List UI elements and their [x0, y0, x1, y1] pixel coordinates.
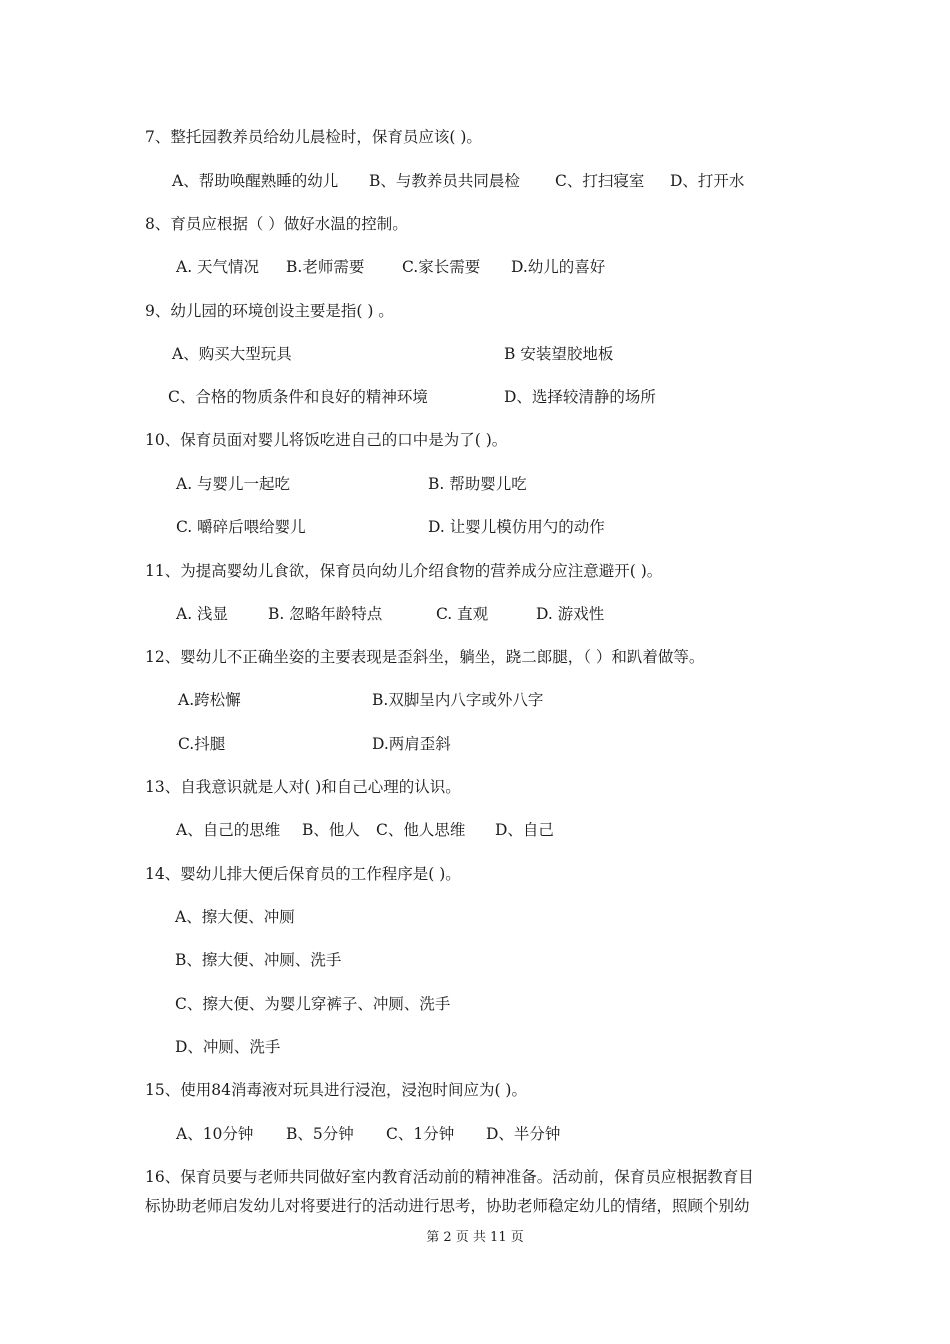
question-14-option-a: A、擦大便、冲厕 [175, 908, 295, 926]
question-13-option-a: A、自己的思维 [176, 821, 281, 839]
question-8-option-d: D.幼儿的喜好 [511, 258, 606, 276]
question-12-option-b: B.双脚呈内八字或外八字 [372, 691, 544, 709]
question-8-option-a: A. 天气情况 [176, 258, 260, 276]
question-10-option-a: A. 与婴儿一起吃 [176, 475, 291, 493]
question-16-line-2: 标协助老师启发幼儿对将要进行的活动进行思考，协助老师稳定幼儿的情绪，照顾个别幼 [145, 1197, 750, 1215]
question-14-stem: 14、婴幼儿排大便后保育员的工作程序是( )。 [145, 865, 461, 883]
question-12-option-a: A.跨松懈 [178, 691, 241, 709]
question-9-stem: 9、幼儿园的环境创设主要是指( ) 。 [145, 302, 394, 320]
question-11-option-d: D. 游戏性 [536, 605, 605, 623]
question-7-stem: 7、整托园教养员给幼儿晨检时，保育员应该( )。 [145, 128, 482, 146]
question-9-option-d: D、选择较清静的场所 [504, 388, 656, 406]
question-7-option-c: C、打扫寝室 [555, 172, 645, 190]
question-15-option-b: B、5分钟 [286, 1125, 354, 1143]
question-13-stem: 13、自我意识就是人对( )和自己心理的认识。 [145, 778, 461, 796]
question-12-option-d: D.两肩歪斜 [372, 735, 451, 753]
question-16-line-1: 16、保育员要与老师共同做好室内教育活动前的精神准备。活动前，保育员应根据教育目 [145, 1168, 754, 1186]
question-11-option-a: A. 浅显 [176, 605, 229, 623]
question-11-option-c: C. 直观 [436, 605, 489, 623]
question-10-option-b: B. 帮助婴儿吃 [428, 475, 527, 493]
question-14-option-d: D、冲厕、洗手 [175, 1038, 281, 1056]
question-14-option-b: B、擦大便、冲厕、洗手 [175, 951, 342, 969]
question-9-option-b: B 安装望胶地板 [504, 345, 614, 363]
question-7-option-b: B、与教养员共同晨检 [369, 172, 520, 190]
question-8-option-b: B.老师需要 [286, 258, 365, 276]
question-10-stem: 10、保育员面对婴儿将饭吃进自己的口中是为了( )。 [145, 431, 508, 449]
question-15-option-c: C、1分钟 [386, 1125, 455, 1143]
question-7-option-d: D、打开水 [670, 172, 745, 190]
question-11-stem: 11、为提高婴幼儿食欲，保育员向幼儿介绍食物的营养成分应注意避开( )。 [145, 562, 663, 580]
question-15-option-a: A、10分钟 [176, 1125, 254, 1143]
page-number-footer: 第 2 页 共 11 页 [426, 1230, 524, 1245]
question-8-stem: 8、育员应根据（ ）做好水温的控制。 [145, 215, 408, 233]
question-13-option-d: D、自己 [495, 821, 554, 839]
question-13-option-b: B、他人 [302, 821, 360, 839]
question-15-option-d: D、半分钟 [486, 1125, 561, 1143]
question-8-option-c: C.家长需要 [402, 258, 481, 276]
question-9-option-c: C、合格的物质条件和良好的精神环境 [168, 388, 428, 406]
question-10-option-d: D. 让婴儿模仿用勺的动作 [428, 518, 605, 536]
question-15-stem: 15、使用84消毒液对玩具进行浸泡，浸泡时间应为( )。 [145, 1081, 527, 1099]
question-14-option-c: C、擦大便、为婴儿穿裤子、冲厕、洗手 [175, 995, 451, 1013]
question-9-option-a: A、购买大型玩具 [172, 345, 292, 363]
question-11-option-b: B. 忽略年龄特点 [268, 605, 383, 623]
question-12-stem: 12、婴幼儿不正确坐姿的主要表现是歪斜坐，躺坐，跷二郎腿，（ ）和趴着做等。 [145, 648, 705, 666]
question-10-option-c: C. 嚼碎后喂给婴儿 [176, 518, 306, 536]
question-7-option-a: A、帮助唤醒熟睡的幼儿 [172, 172, 339, 190]
question-12-option-c: C.抖腿 [178, 735, 226, 753]
question-13-option-c: C、他人思维 [376, 821, 466, 839]
